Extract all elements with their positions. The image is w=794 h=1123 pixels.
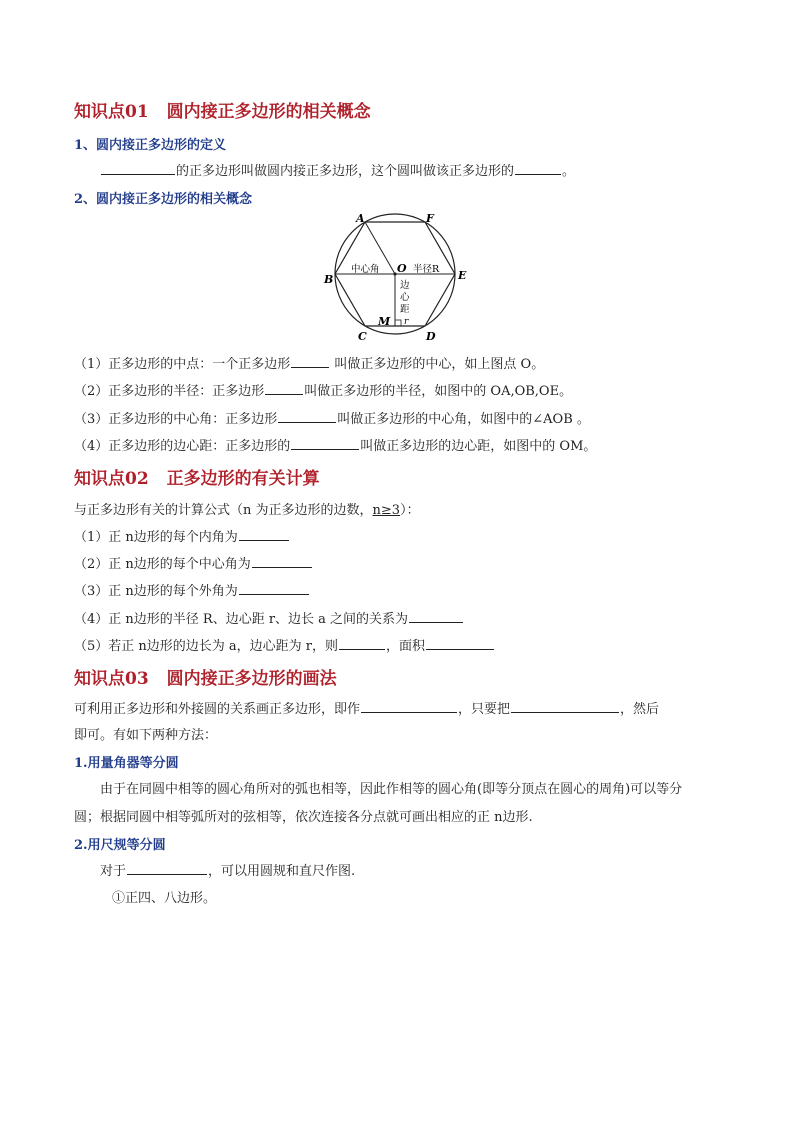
blank [239,581,309,595]
section-2-title: 正多边形的有关计算 [166,469,320,489]
concept-item-2: （2）正多边形的半径：正多边形 叫做正多边形的半径，如图中的 OA,OB,OE。 [74,380,572,399]
blank [339,636,385,650]
label-center-angle: 中心角 [351,264,380,275]
section-1-subheading-2: 2、圆内接正多边形的相关概念 [74,192,253,207]
section-3-heading [74,664,337,689]
method-1-text-line-2: 圆；根据同圆中相等弧所对的弦相等，依次连接各分点就可画出相应的正 n边形. [74,810,533,825]
formula-intro: 与正多边形有关的计算公式（n 为正多边形的边数，n≥3）： [74,503,420,518]
blank [291,354,329,368]
section-2-heading [74,464,320,489]
label-A: A [356,212,365,225]
concept-item-3: （3）正多边形的中心角：正多边形 叫做正多边形的中心角，如图中的∠AOB 。 [74,408,590,427]
section-2-number: 知识点02 [74,469,149,489]
method-2-heading: 2.用尺规等分圆 [74,838,166,853]
blank [361,699,457,713]
section-1-subheading-1: 1、圆内接正多边形的定义 [74,138,227,153]
blank [515,161,561,175]
section-1-title: 圆内接正多边形的相关概念 [166,102,371,122]
blank [101,161,175,175]
blank [291,436,359,450]
blank [511,699,619,713]
blank [252,554,312,568]
blank [127,861,207,875]
right-angle-mark [395,320,401,326]
formula-item-1: （1）正 n边形的每个内角为 [74,526,290,545]
formula-item-2: （2）正 n边形的每个中心角为 [74,553,313,572]
method-1-text-line-1: 由于在同圆中相等的圆心角所对的弧也相等，因此作相等的圆心角(即等分顶点在圆心的周角)可以等分 [100,782,683,797]
label-C: C [358,330,367,343]
concept-item-4: （4）正多边形的边心距：正多边形的 叫做正多边形的边心距，如图中的 OM。 [74,435,596,454]
definition-text: 的正多边形叫做圆内接正多边形，这个圆叫做该正多边形的 [176,164,515,179]
definition-end: 。 [562,164,576,179]
section-1-number: 知识点01 [74,102,149,122]
hexagon-diagram [318,210,478,344]
label-apothem-1: 边 [400,280,410,291]
formula-item-4: （4）正 n边形的半径 R、边心距 r、边长 a 之间的关系为 [74,608,464,627]
formula-item-3: （3）正 n边形的每个外角为 [74,580,310,599]
definition-line [100,160,575,179]
method-2-text: 对于 ，可以用圆规和直尺作图. [100,860,355,879]
section-3-number: 知识点03 [74,669,149,689]
formula-item-5: （5）若正 n边形的边长为 a，边心距为 r，则 ，面积 [74,635,495,654]
blank [426,636,494,650]
label-r: r [404,317,409,327]
method-1-heading: 1.用量角器等分圆 [74,756,179,771]
section-1-heading [74,97,371,122]
blank [239,527,289,541]
label-E: E [458,269,467,282]
label-F: F [426,212,434,225]
blank [278,409,336,423]
blank [265,381,303,395]
drawing-paragraph-line-2: 即可。有如下两种方法： [74,728,218,743]
label-B: B [324,273,334,286]
blank [409,609,463,623]
label-apothem-3: 距 [400,304,410,315]
label-M: M [378,315,391,328]
drawing-paragraph-line-1: 可利用正多边形和外接圆的关系画正多边形，即作 ，只要把 ，然后 [74,698,659,717]
label-apothem-2: 心 [400,292,410,303]
label-O: O [397,262,407,275]
label-radius: 半径R [413,264,440,275]
section-3-title: 圆内接正多边形的画法 [166,669,337,689]
method-2-case-1: ①正四、八边形。 [112,891,217,906]
concept-item-1: （1）正多边形的中点：一个正多边形 叫做正多边形的中心，如上图点 O。 [74,353,544,372]
label-D: D [426,330,436,343]
